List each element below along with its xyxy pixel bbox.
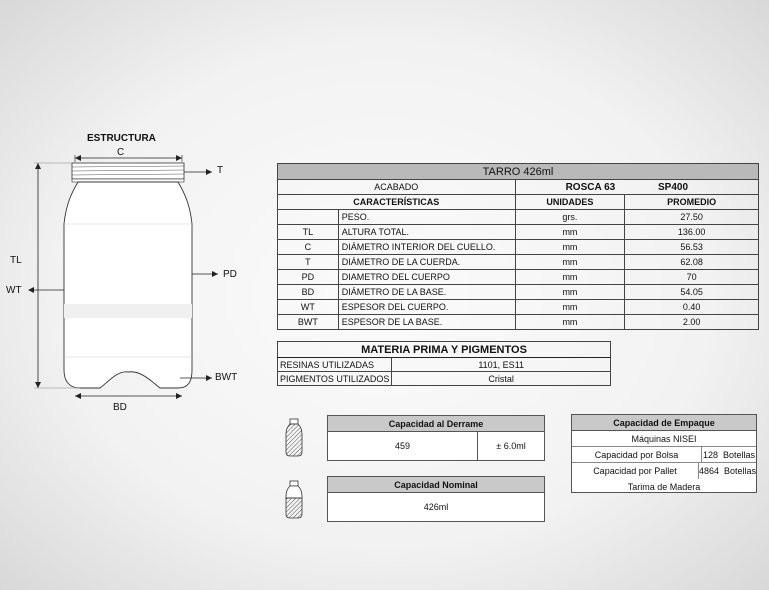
dim-label-pd: PD [223,269,237,280]
materia-label: RESINAS UTILIZADAS [278,358,392,372]
spec-code: BWT [278,315,339,330]
overflow-capacity-title: Capacidad al Derrame [328,416,544,432]
spec-unit: grs. [515,210,625,225]
spec-row [278,210,759,225]
materia-header-row [278,342,611,358]
bottle-nominal-icon [284,480,304,520]
spec-unit: mm [515,315,625,330]
spec-title: TARRO 426ml [278,164,759,180]
packing-row [572,463,756,479]
jar-technical-drawing [0,120,270,420]
materia-row [278,372,611,386]
overflow-capacity-tolerance: ± 6.0ml [496,441,526,451]
spec-row [278,225,759,240]
dim-label-bwt: BWT [215,372,238,383]
dim-label-tl: TL [10,255,22,266]
spec-description: DIAMETRO DEL CUERPO [338,270,515,285]
header-average: PROMEDIO [625,195,759,210]
spec-table [277,163,759,330]
spec-description: ALTURA TOTAL. [338,225,515,240]
header-characteristics: CARACTERÍSTICAS [278,195,516,210]
spec-description: ESPESOR DE LA BASE. [338,315,515,330]
spec-description: DIÁMETRO DE LA CUERDA. [338,255,515,270]
materia-value: Cristal [392,372,611,386]
overflow-capacity-row [328,432,544,460]
finish-row [278,180,759,195]
packing-row-qty: 128 [702,450,718,460]
packing-rows [572,447,756,479]
spec-row [278,255,759,270]
packing-capacity-title: Capacidad de Empaque [572,415,756,431]
packing-row-unit: Botellas [723,450,756,460]
structure-title: ESTRUCTURA [87,133,156,144]
spec-title-row [278,164,759,180]
materia-title: MATERIA PRIMA Y PIGMENTOS [278,342,611,358]
spec-code: WT [278,300,339,315]
jar-outline-svg [0,120,270,420]
nominal-capacity-box [327,476,545,522]
dim-label-bd: BD [113,402,127,413]
packing-row-label: Capacidad por Pallet [572,463,699,479]
finish-value-cell [515,180,758,195]
header-units: UNIDADES [515,195,625,210]
spec-description: DIÁMETRO INTERIOR DEL CUELLO. [338,240,515,255]
spec-code: TL [278,225,339,240]
spec-unit: mm [515,300,625,315]
packing-capacity-box [571,414,757,493]
spec-code: BD [278,285,339,300]
spec-value: 0.40 [625,300,759,315]
dim-label-c: C [117,147,125,158]
spec-unit: mm [515,240,625,255]
packing-row-qty-cell [702,447,756,462]
spec-value: 56.53 [625,240,759,255]
dim-label-t: T [217,165,224,176]
spec-code [278,210,339,225]
packing-row-qty: 4864 [698,466,719,476]
packing-row-label: Capacidad por Bolsa [572,447,702,462]
spec-row [278,315,759,330]
finish-label: ACABADO [278,180,516,195]
spec-value: 2.00 [625,315,759,330]
spec-value: 62.08 [625,255,759,270]
packing-row-qty-cell [699,463,756,479]
materia-row [278,358,611,372]
spec-row [278,300,759,315]
overflow-capacity-box [327,415,545,461]
spec-unit: mm [515,255,625,270]
spec-unit: mm [515,270,625,285]
spec-row [278,285,759,300]
packing-machines-row [572,431,756,447]
dim-label-wt: WT [6,285,22,296]
nominal-capacity-value: 426ml [423,502,449,512]
materia-label: PIGMENTOS UTILIZADOS [278,372,392,386]
materia-value: 1101, ES11 [392,358,611,372]
finish-value: ROSCA 63 [565,181,616,193]
spec-code: C [278,240,339,255]
spec-description: ESPESOR DEL CUERPO. [338,300,515,315]
spec-value: 27.50 [625,210,759,225]
spec-unit: mm [515,225,625,240]
materia-rows [278,358,611,386]
packing-footer: Tarima de Madera [627,482,701,492]
spec-header-row [278,195,759,210]
spec-value: 54.05 [625,285,759,300]
packing-row-unit: Botellas [723,466,756,476]
finish-code: SP400 [658,181,689,193]
bottle-overflow-icon [284,418,304,458]
spec-value: 70 [625,270,759,285]
overflow-capacity-value: 459 [328,432,478,460]
nominal-capacity-title: Capacidad Nominal [328,477,544,493]
spec-code: T [278,255,339,270]
spec-unit: mm [515,285,625,300]
spec-row [278,270,759,285]
packing-machines: Máquinas NISEI [631,434,697,444]
spec-description: DIÁMETRO DE LA BASE. [338,285,515,300]
packing-footer-row [572,479,756,495]
materia-table [277,341,611,386]
spec-code: PD [278,270,339,285]
spec-description: PESO. [338,210,515,225]
spec-rows [278,210,759,330]
spec-value: 136.00 [625,225,759,240]
packing-row [572,447,756,463]
spec-row [278,240,759,255]
